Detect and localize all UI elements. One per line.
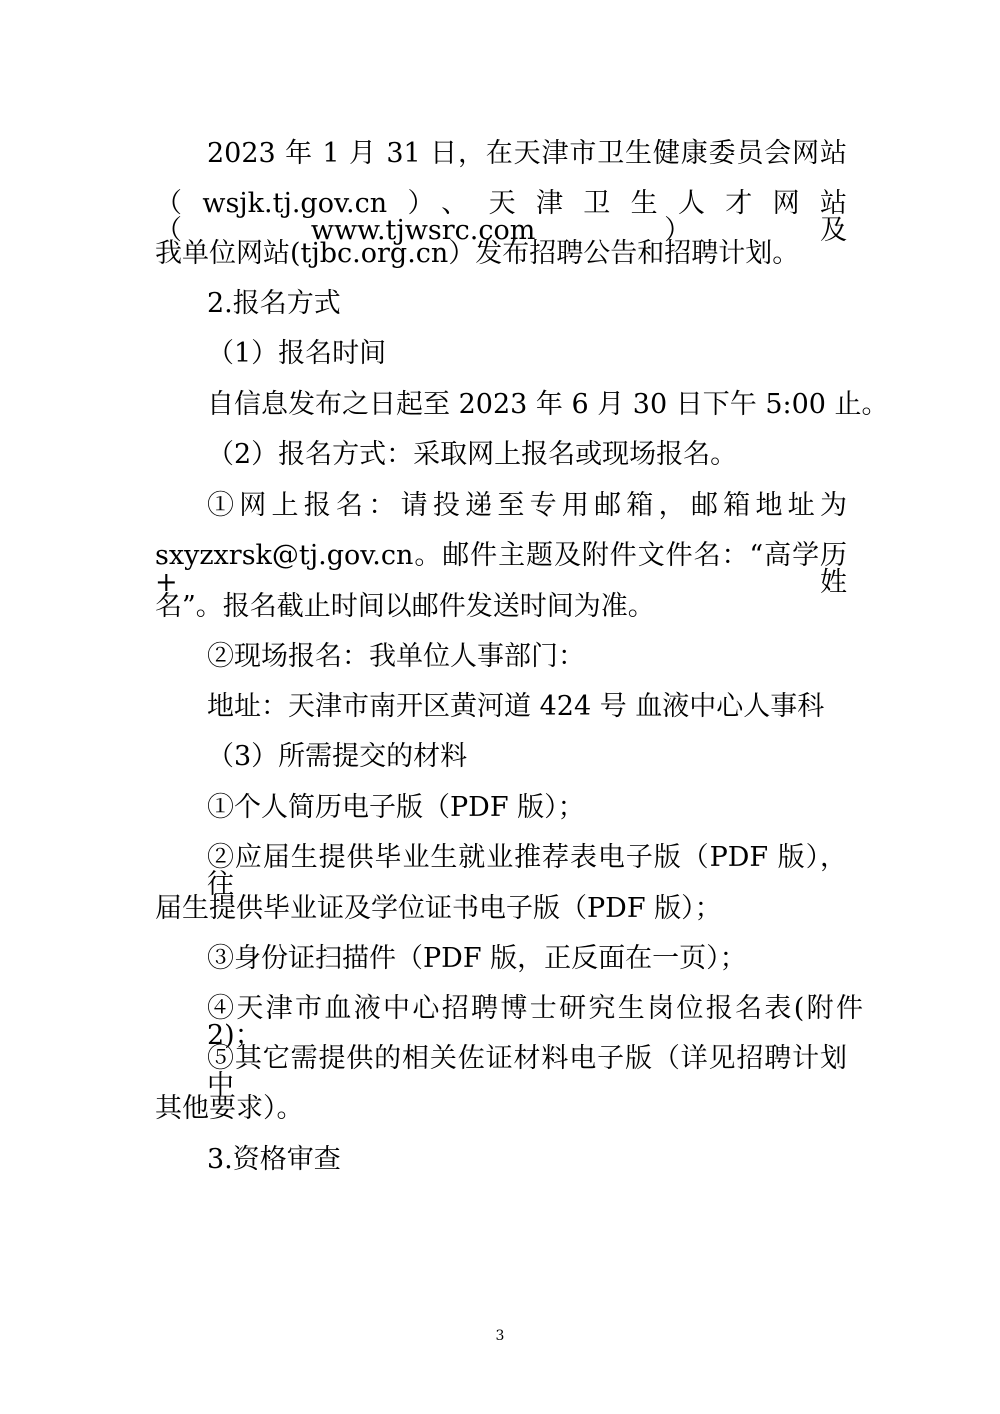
page-number: 3 [495, 1328, 505, 1344]
paragraph-line: sxyzxrsk@tj.gov.cn。邮件主题及附件文件名：“高学历+姓 [155, 540, 847, 598]
paragraph-line: 我单位网站(tjbc.org.cn）发布招聘公告和招聘计划。 [155, 238, 800, 269]
list-item: ④天津市血液中心招聘博士研究生岗位报名表(附件 2)； [207, 993, 863, 1051]
paragraph-line: （wsjk.tj.gov.cn）、天津卫生人才网站（www.tjwsrc.com）及 [155, 188, 847, 246]
subsection-heading: （1）报名时间 [207, 338, 387, 369]
list-item: ②应届生提供毕业生就业推荐表电子版（PDF 版），往 [207, 842, 847, 900]
list-item: ①个人简历电子版（PDF 版）； [207, 792, 585, 823]
paragraph-line: ①网上报名：请投递至专用邮箱，邮箱地址为 [207, 490, 847, 521]
list-item-continuation: 其他要求）。 [155, 1093, 304, 1124]
subsection-heading: （2）报名方式：采取网上报名或现场报名。 [207, 439, 738, 470]
list-item-continuation: 届生提供毕业证及学位证书电子版（PDF 版）； [155, 893, 722, 924]
paragraph-line: 名”。报名截止时间以邮件发送时间为准。 [155, 591, 655, 622]
paragraph-line: 自信息发布之日起至 2023 年 6 月 30 日下午 5:00 止。 [207, 389, 889, 420]
paragraph-line: 2023 年 1 月 31 日，在天津市卫生健康委员会网站 [207, 138, 847, 169]
paragraph-line: ②现场报名：我单位人事部门： [207, 641, 585, 672]
list-item: ③身份证扫描件（PDF 版，正反面在一页）； [207, 943, 747, 974]
section-heading: 3.资格审查 [207, 1144, 341, 1175]
list-item: ⑤其它需提供的相关佐证材料电子版（详见招聘计划中 [207, 1043, 847, 1101]
subsection-heading: （3）所需提交的材料 [207, 741, 468, 772]
address-line: 地址：天津市南开区黄河道 424 号 血液中心人事科 [207, 691, 825, 722]
section-heading: 2.报名方式 [207, 288, 341, 319]
